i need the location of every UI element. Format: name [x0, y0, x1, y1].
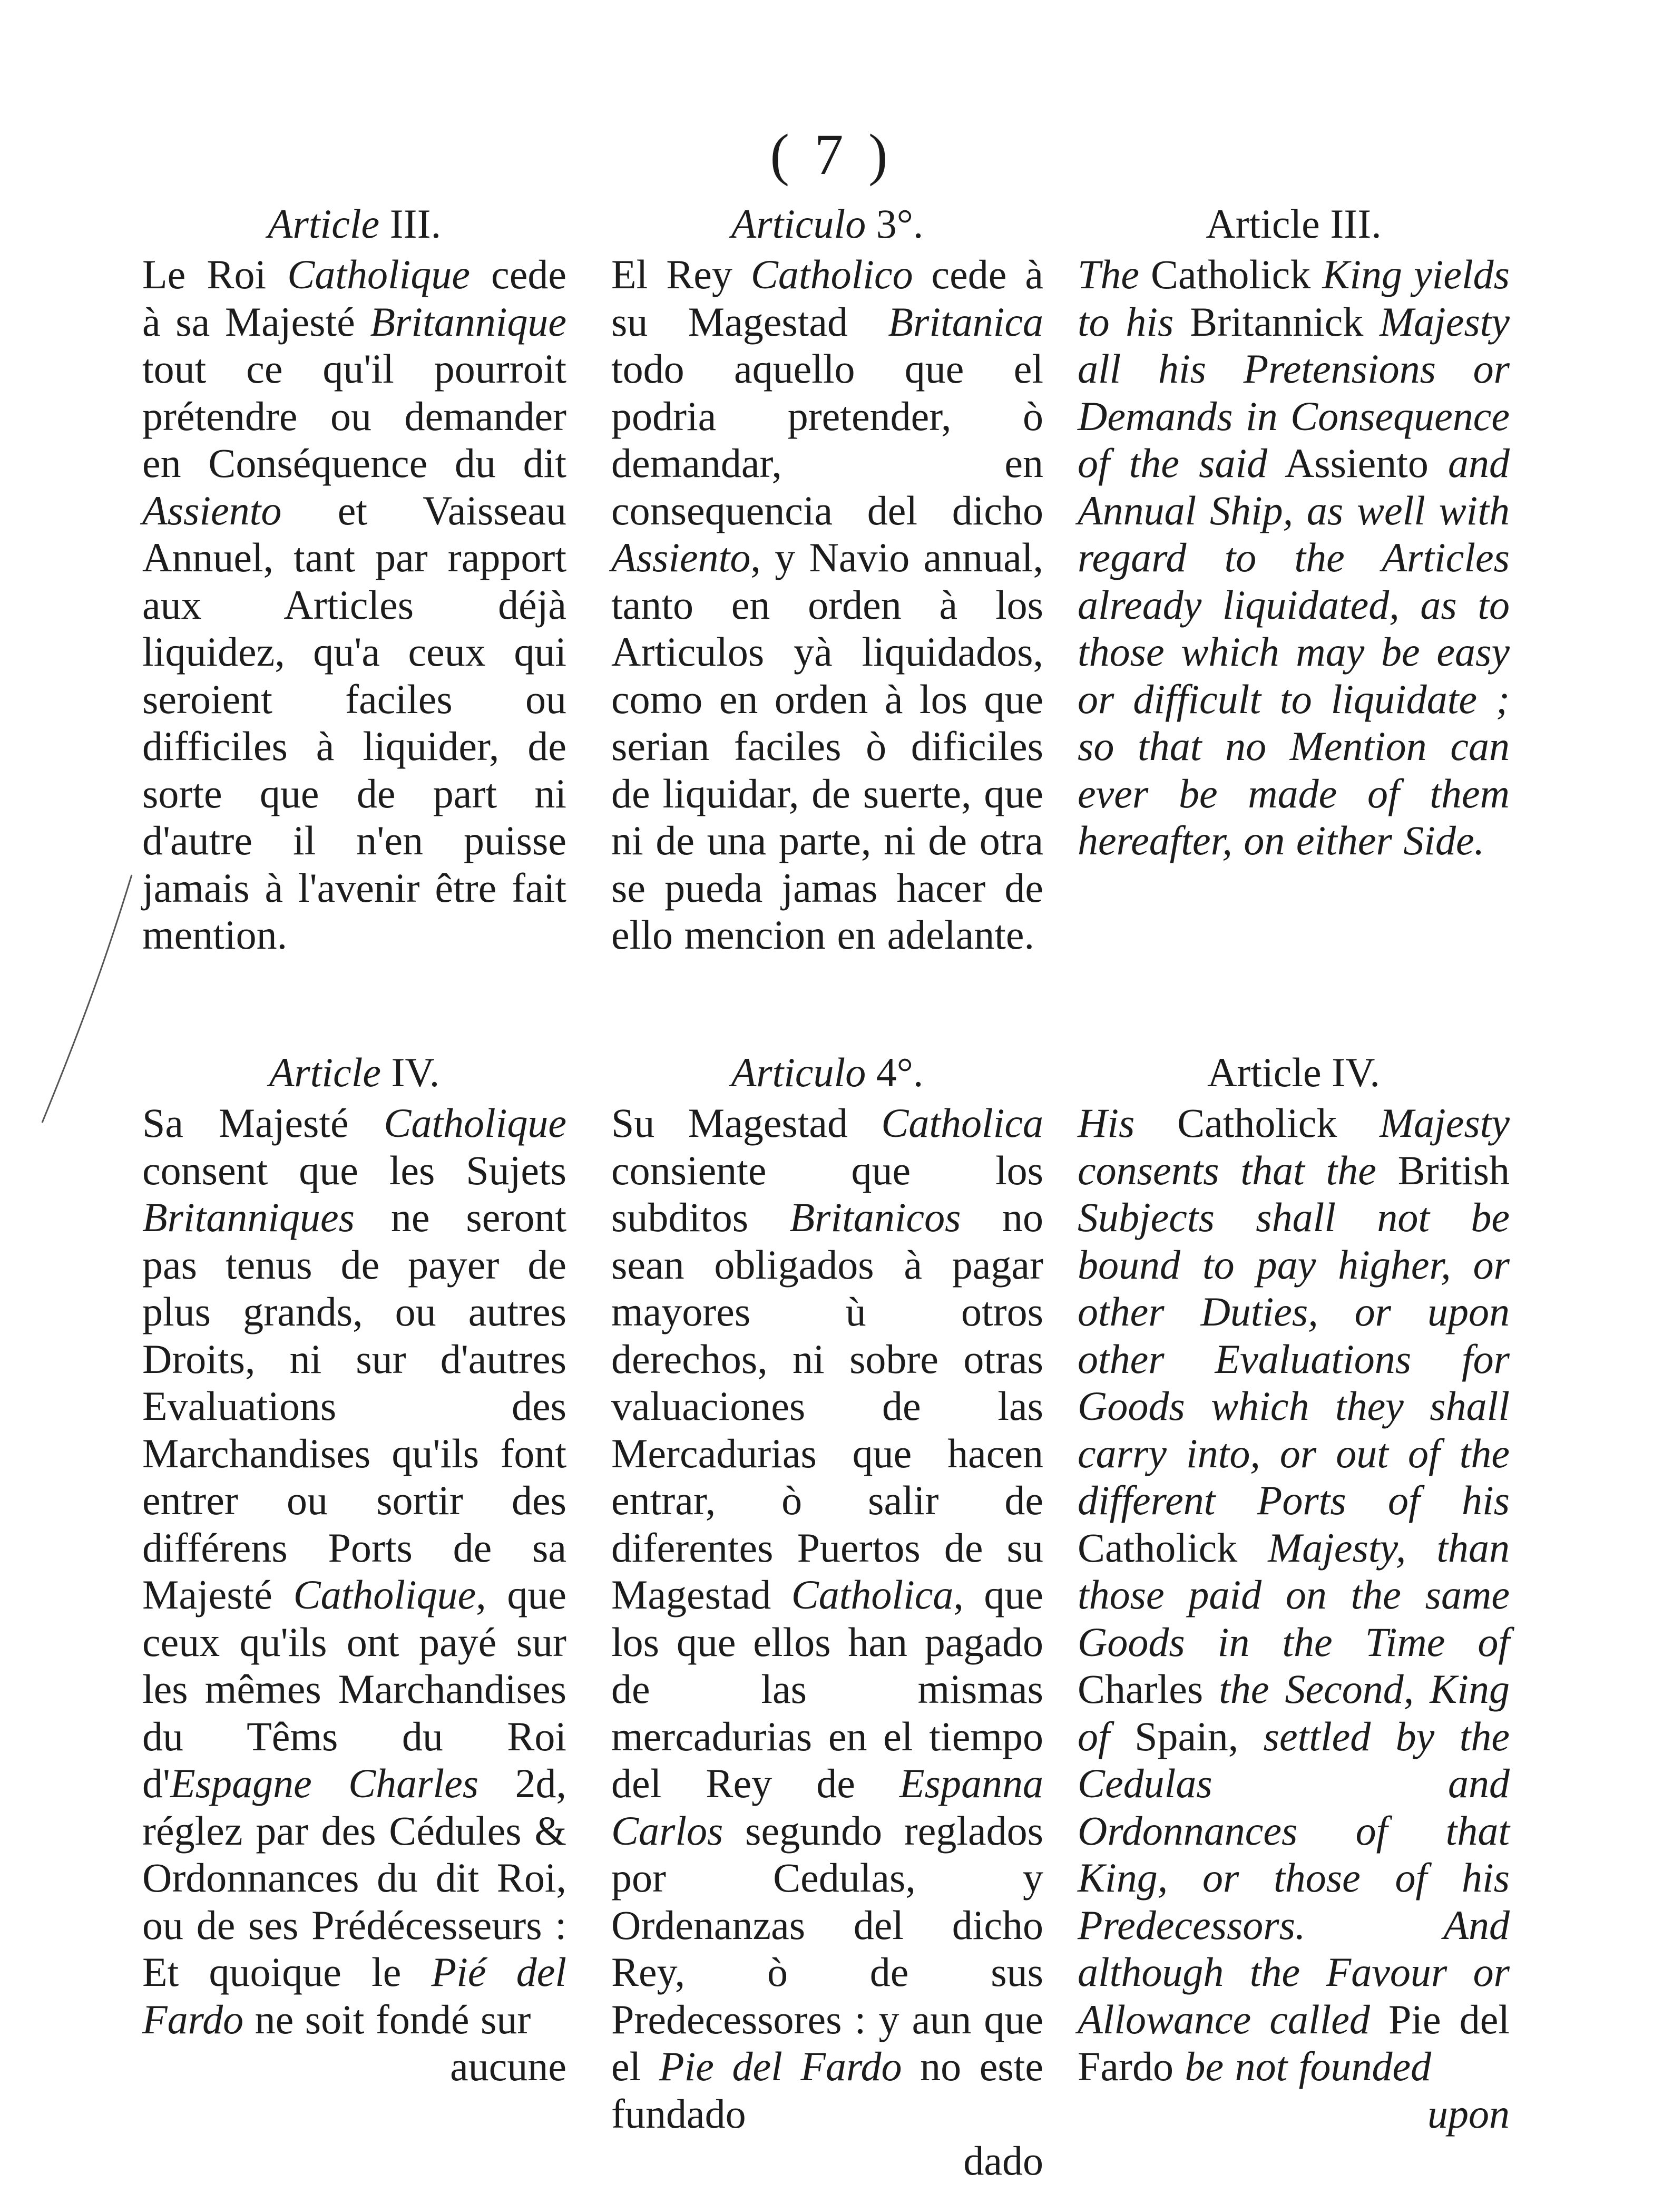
text-run: and Annual Ship, as well with regard to the Articles already liquidated, as to those which may be easy or difficult to liquidate ; so that no Mention can ever be made of them hereafter, on either Side. — [1078, 440, 1510, 863]
text-run: Catholick — [1078, 1524, 1268, 1571]
heading-word: Articulo — [731, 1049, 866, 1095]
text-run: , que ceux qu'ils ont payé sur les mêmes Marchandises du Têms du Roi d' — [142, 1572, 566, 1806]
heading-number: III. — [389, 201, 442, 247]
article-4-english-heading: Article IV. — [1207, 1049, 1380, 1095]
text-run: Catholica — [881, 1100, 1043, 1146]
heading-number: IV. — [391, 1049, 440, 1095]
text-run: Majesty consents that the — [1078, 1100, 1510, 1193]
text-run: , y Navio annual, tanto en orden à los Articulos yà liquidados, como en orden à los que serian faciles ò dificiles de liquidar, de suerte, que ni de una parte, ni de otra se pueda jamas hacer de ello mencion en adelante. — [611, 534, 1043, 958]
text-run: Catholica — [791, 1572, 954, 1617]
text-run: Pie del Fardo — [1078, 1996, 1510, 2089]
article-4-spanish-heading — [611, 1049, 1043, 1096]
text-run: 2d, réglez par des Cédules & Ordonnances du dit Roi, ou de ses Prédécesseurs : Et quoique le — [142, 1760, 566, 1995]
article-4-french-heading — [142, 1049, 566, 1096]
text-run: Britannick — [1173, 298, 1380, 345]
text-run: settled by the Cedulas and Ordonnances of that King, or those of his Predecessors. And although the Favour or Allowance called — [1078, 1713, 1510, 2042]
text-run: no sean obligados à pagar mayores ù otros derechos, ni sobre otras valuaciones de las Mercadurias que hacen entrar, ò salir de diferentes Puertos de su Magestad — [611, 1194, 1043, 1617]
text-run: , que los que ellos han pagado de las mismas mercadurias en el tiempo del Rey de — [611, 1572, 1043, 1806]
text-run: Subjects shall not be bound to pay higher, or other Duties, or upon other Evaluations for Goods which they shall carry into, or out of the different Ports of his — [1078, 1194, 1510, 1523]
text-run: consent que les Sujets — [142, 1147, 566, 1193]
text-run: tout ce qu'il pourroit prétendre ou demander en Conséquence du dit — [142, 346, 566, 486]
catchword: aucune — [450, 2043, 566, 2089]
text-run: cede à su Magestad — [611, 251, 1043, 345]
article-4-french — [142, 1049, 566, 2090]
text-run: Catholique — [287, 251, 470, 297]
text-run: Assiento — [142, 487, 282, 533]
text-run: consiente que los subditos — [611, 1147, 1043, 1240]
article-3-french-heading — [142, 200, 566, 248]
text-run: The — [1078, 251, 1139, 297]
heading-word: Article — [267, 201, 380, 247]
text-run: Espanna Carlos — [611, 1760, 1043, 1854]
text-run: the Second, King of — [1078, 1666, 1510, 1759]
article-4-spanish-text — [611, 1099, 1043, 2137]
text-run: Charles — [1078, 1666, 1219, 1712]
text-run: Britanniques — [142, 1194, 355, 1240]
text-run: British — [1376, 1147, 1510, 1193]
text-run: be not founded — [1185, 2043, 1432, 2089]
article-3-french — [142, 200, 566, 959]
heading-word: Article — [269, 1049, 381, 1095]
heading-number: 3°. — [876, 201, 924, 247]
text-run: Spain, — [1109, 1713, 1264, 1759]
catchword: dado — [963, 2138, 1043, 2184]
text-run: Catholique — [384, 1100, 566, 1146]
article-4-english — [1078, 1049, 1510, 2137]
text-run: Espagne Charles — [170, 1760, 479, 1806]
text-run: ne seront pas tenus de payer de plus grands, ou autres Droits, ni sur d'autres Evaluations des Marchandises qu'ils font entrer ou sortir des différens Ports de sa Majesté — [142, 1194, 566, 1617]
text-run: Pie del Fardo — [659, 2043, 902, 2089]
margin-pen-stroke — [32, 870, 137, 1133]
text-run: Catholick — [1134, 1100, 1380, 1146]
text-run: Le Roi — [142, 251, 288, 297]
text-run: Britanicos — [789, 1194, 961, 1240]
text-run: El Rey — [611, 251, 751, 297]
article-3-spanish-heading — [611, 200, 1043, 248]
article-3-english — [1078, 200, 1510, 864]
heading-word: Articulo — [731, 201, 866, 247]
article-3-spanish-text — [611, 251, 1043, 959]
page-number: ( 7 ) — [770, 122, 893, 187]
text-run: Assiento — [611, 534, 751, 580]
text-run: Su Magestad — [611, 1100, 882, 1146]
text-run: King yields to his — [1078, 251, 1510, 345]
article-3-french-text — [142, 251, 566, 959]
text-run: ne soit fondé sur — [243, 1996, 531, 2042]
article-3-english-heading: Article III. — [1206, 201, 1382, 247]
article-4-french-text — [142, 1099, 566, 2043]
text-run: Britannique — [370, 298, 566, 345]
text-run: cede à sa Majesté — [142, 251, 566, 345]
article-3-spanish — [611, 200, 1043, 959]
text-run: Majesty, than those paid on the same Goods in the Time of — [1078, 1524, 1510, 1665]
text-run: todo aquello que el podria pretender, ò demandar, en consequencia del dicho — [611, 346, 1043, 533]
text-run: Majesty all his Pretensions or Demands in Consequence of the said — [1078, 298, 1510, 486]
article-3-english-text — [1078, 251, 1510, 864]
text-run: et Vaisseau Annuel, tant par rapport aux Articles déjà liquidez, qu'a ceux qui seroient faciles ou difficiles à liquider, de sorte que de part ni d'autre il n'en puisse jamais à l'avenir être fait mention. — [142, 487, 566, 958]
text-run: Sa Majesté — [142, 1100, 384, 1146]
text-run: no este fundado — [611, 2043, 1044, 2137]
text-run: His — [1078, 1100, 1135, 1146]
text-run: Assiento — [1267, 440, 1448, 486]
text-run: segundo reglados por Cedulas, y Ordenanzas del dicho Rey, ò de sus Predecessores : y aun que el — [611, 1807, 1043, 2089]
article-4-english-text — [1078, 1099, 1510, 2090]
article-4-spanish — [611, 1049, 1043, 2185]
text-run: Catholique — [293, 1572, 476, 1617]
heading-number: 4°. — [876, 1049, 924, 1095]
text-run: Pié del Fardo — [142, 1949, 566, 2042]
text-run: Catholick — [1139, 251, 1323, 297]
catchword: upon — [1427, 2090, 1510, 2137]
text-run: Britanica — [888, 298, 1043, 345]
text-run: Catholico — [750, 251, 913, 297]
